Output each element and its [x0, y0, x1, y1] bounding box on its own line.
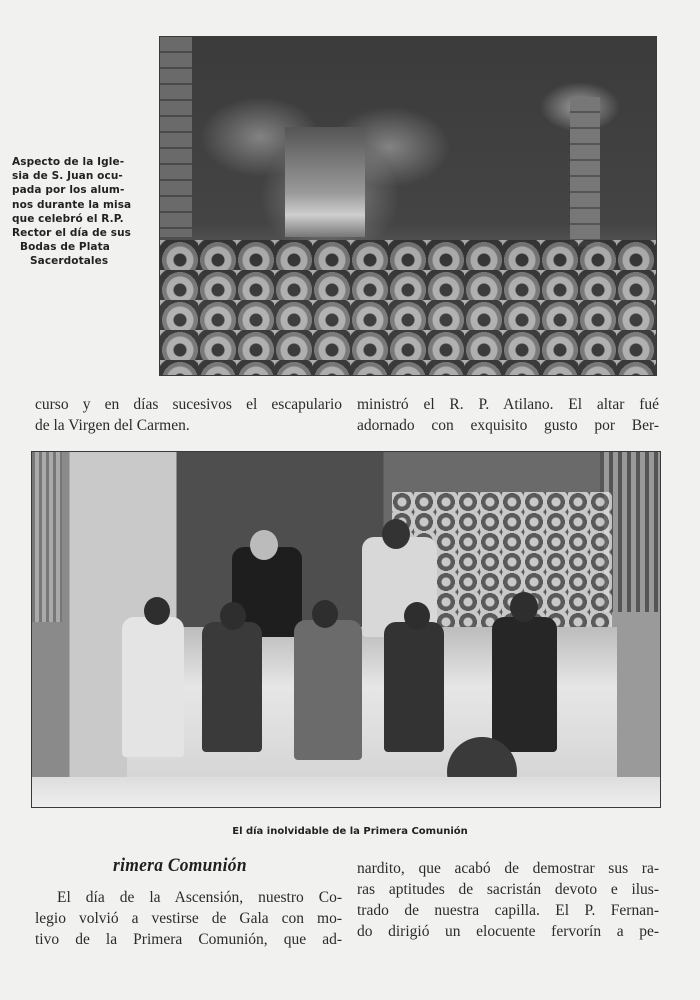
text-line: ras aptitudes de sacristán devoto e ilus-: [357, 881, 659, 898]
child-head: [312, 600, 338, 628]
child-head: [404, 602, 430, 630]
child-head: [510, 592, 538, 622]
curtain-left: [32, 452, 62, 622]
text-line: curso y en días sucesivos el escapulario: [35, 396, 342, 413]
text-line: El día de la Ascensión, nuestro Co-: [57, 889, 342, 906]
text-line: tivo de la Primera Comunión, que ad-: [35, 931, 342, 948]
caption-line: nos durante la misa: [12, 198, 132, 211]
child-figure: [294, 620, 362, 760]
bottom-photo-caption: El día inolvidable de la Primera Comunión: [232, 826, 468, 837]
students-crowd: [160, 240, 656, 375]
text-column-left-2: [35, 887, 342, 950]
caption-line: Rector el día de sus: [12, 227, 131, 240]
text-line: ministró el R. P. Atilano. El altar fué: [357, 396, 659, 413]
text-line: nardito, que acabó de demostrar sus ra-: [357, 860, 659, 877]
church-interior-photo: [159, 36, 657, 376]
text-column-left-1: [35, 394, 342, 436]
child-figure: [384, 622, 444, 752]
celebrant-head: [382, 519, 410, 549]
text-line: adornado con exquisito gusto por Ber-: [357, 417, 659, 434]
brick-pillar-right: [570, 97, 600, 247]
caption-line: que celebró el R.P.: [12, 212, 124, 225]
floor: [32, 777, 660, 807]
text-line: de la Virgen del Carmen.: [35, 417, 190, 434]
top-photo-caption: [12, 155, 152, 269]
child-figure: [122, 617, 184, 757]
child-head: [144, 597, 170, 625]
text-column-right-1: [357, 394, 659, 436]
text-line: do dirigió un elocuente fervorín a pe-: [357, 923, 659, 940]
caption-line: Sacerdotales: [30, 255, 109, 268]
text-line: legio volvió a vestirse de Gala con mo-: [35, 910, 342, 927]
priest-head: [250, 530, 278, 560]
text-column-right-2: [357, 858, 659, 942]
child-figure: [202, 622, 262, 752]
first-communion-photo: [31, 451, 661, 808]
child-figure: [492, 617, 557, 752]
text-line: trado de nuestra capilla. El P. Fernan-: [357, 902, 659, 919]
child-head: [220, 602, 246, 630]
brick-pillar-left: [160, 37, 192, 237]
section-heading: rimera Comunión: [113, 855, 247, 876]
caption-line: sia de S. Juan ocu-: [12, 170, 123, 183]
altar-area: [285, 127, 365, 237]
caption-line: Aspecto de la Igle-: [12, 156, 125, 168]
caption-line: Bodas de Plata: [20, 241, 110, 254]
caption-line: pada por los alum-: [12, 184, 125, 197]
